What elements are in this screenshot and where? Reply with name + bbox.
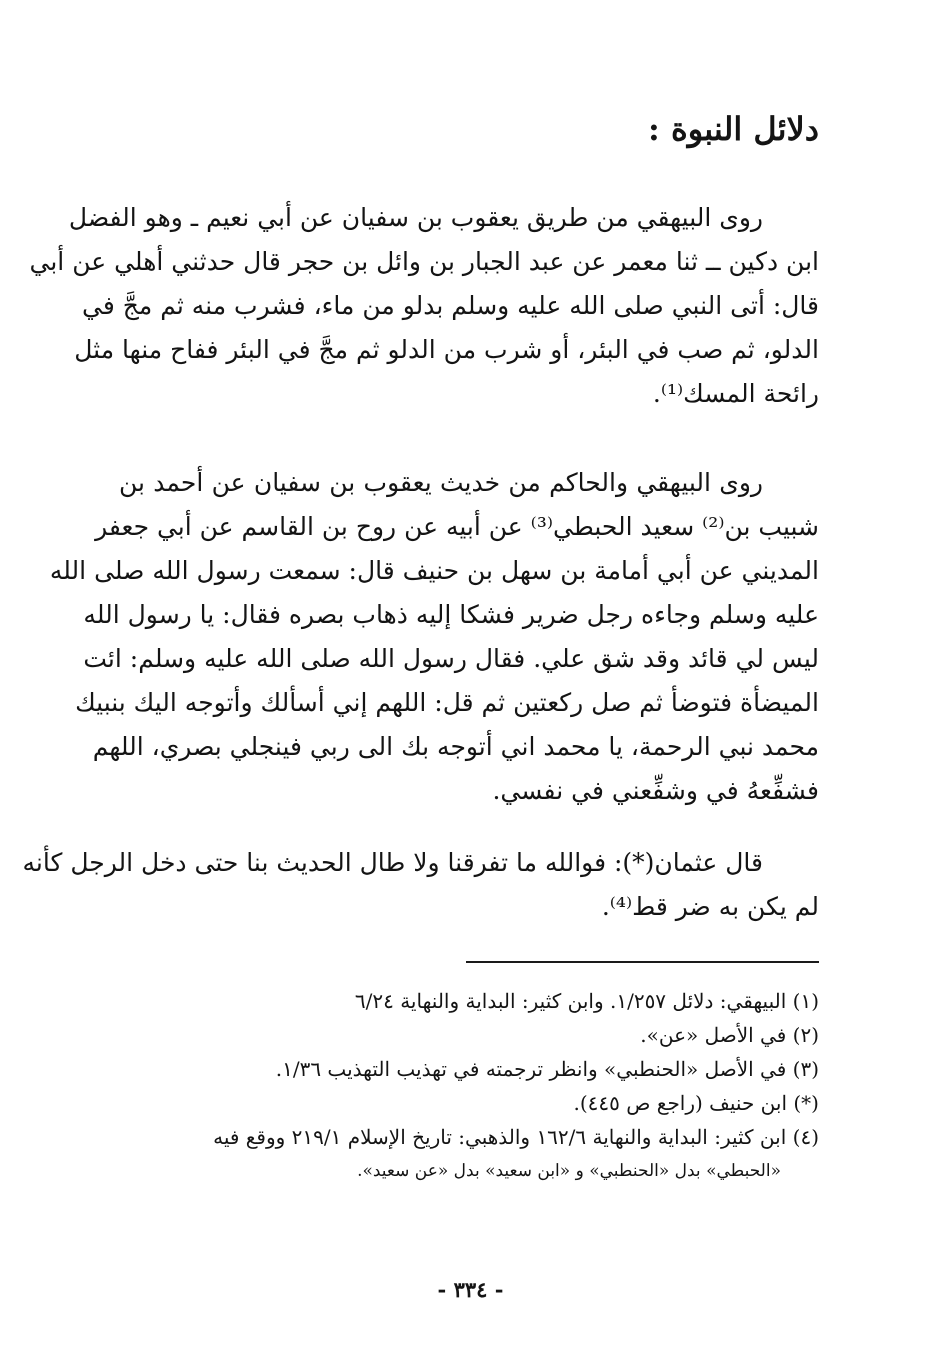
page-number: - ٣٣٤ - xyxy=(437,1277,504,1302)
paragraph-line: فشفِّعهُ في وشفِّعني في نفسي. xyxy=(492,776,819,805)
paragraph-line: عليه وسلم وجاءه رجل ضرير فشكا إليه ذهاب بصره فقال: يا رسول الله xyxy=(83,600,819,629)
paragraph-line: ليس لي قائد وقد شق علي. فقال رسول الله صلى الله عليه وسلم: ائت xyxy=(83,644,819,673)
paragraph-line: الميضأة فتوضأ ثم صل ركعتين ثم قل: اللهم إني أسألك وأتوجه اليك بنبيك xyxy=(75,688,819,717)
paragraph-line: قال: أتى النبي صلى الله عليه وسلم بدلو من ماء، فشرب منه ثم مجَّ في xyxy=(82,291,819,320)
footnote-item: (٣) في الأصل «الحنطبي» وانظر ترجمته في تهذيب التهذيب ١/٣٦. xyxy=(275,1057,819,1081)
paragraph-line: رائحة المسك⁽¹⁾. xyxy=(652,379,819,408)
footnote-divider xyxy=(466,961,819,963)
paragraph-line: المديني عن أبي أمامة بن سهل بن حنيف قال: سمعت رسول الله صلى الله xyxy=(49,556,819,585)
footnote-item: (١) البيهقي: دلائل ١/٢٥٧. وابن كثير: البداية والنهاية ٦/٢٤ xyxy=(354,989,819,1013)
footnote-item: (٢) في الأصل «عن». xyxy=(640,1023,819,1047)
paragraph-line: ابن دكين ــ ثنا معمر عن عبد الجبار بن وائل بن حجر قال حدثني أهلي عن أبي xyxy=(29,247,819,276)
paragraph-1 xyxy=(29,196,819,416)
footnote-item: (٤) ابن كثير: البداية والنهاية ١٦٢/٦ والذهبي: تاريخ الإسلام ٢١٩/١ ووقع فيه xyxy=(213,1125,819,1149)
paragraph-line: شبيب بن⁽²⁾ سعيد الحبطي⁽³⁾ عن أبيه عن روح بن القاسم عن أبي جعفر xyxy=(95,512,819,541)
paragraph-line: محمد نبي الرحمة، يا محمد اني أتوجه بك الى ربي فينجلي بصري، اللهم xyxy=(92,732,819,761)
paragraph-line: الدلو، ثم صب في البئر، أو شرب من الدلو ثم مجَّ في البئر ففاح منها مثل xyxy=(74,335,819,364)
footnotes-list xyxy=(119,984,819,1188)
paragraph-line: روى البيهقي والحاكم من خديث يعقوب بن سفيان عن أحمد بن xyxy=(119,468,763,497)
section-heading: دلائل النبوة : xyxy=(648,110,819,148)
paragraph-2 xyxy=(49,461,819,813)
paragraph-line: قال عثمان(*): فوالله ما تفرقنا ولا طال الحديث بنا حتى دخل الرجل كأنه xyxy=(22,848,763,877)
paragraph-line: روى البيهقي من طريق يعقوب بن سفيان عن أبي نعيم ـ وهو الفضل xyxy=(68,203,763,232)
paragraph-3 xyxy=(22,841,819,929)
paragraph-line: لم يكن به ضر قط⁽⁴⁾. xyxy=(601,892,819,921)
footnote-item: (*) ابن حنيف (راجع ص ٤٤٥). xyxy=(573,1091,819,1115)
footnote-continuation: «الحبطي» بدل «الحنطبي» و «ابن سعيد» بدل «عن سعيد». xyxy=(357,1161,781,1181)
